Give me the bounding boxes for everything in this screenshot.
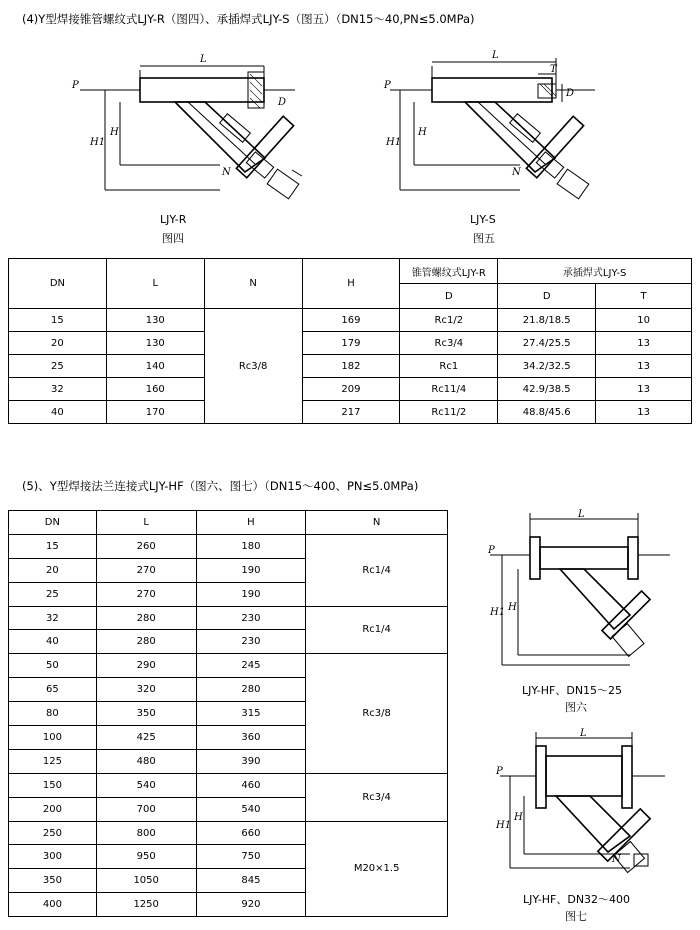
cell-dn: 350 bbox=[9, 869, 97, 893]
cell-h: 750 bbox=[196, 845, 306, 869]
fig4-n-label: N bbox=[222, 167, 231, 178]
cell-h: 280 bbox=[196, 678, 306, 702]
section5-title: (5)、Y型焊接法兰连接式LJY-HF（图六、图七）（DN15～400、PN≤5.0MPa) bbox=[22, 479, 419, 493]
table-row bbox=[9, 378, 692, 401]
fig5-l-label: L bbox=[492, 50, 499, 61]
fig5-d-label: D bbox=[566, 88, 575, 99]
header-d-s: D bbox=[498, 284, 596, 309]
cell-l: 290 bbox=[96, 654, 196, 678]
fig5-p-label: P bbox=[384, 80, 391, 91]
fig4-drawing bbox=[70, 40, 320, 210]
header-l: L bbox=[106, 259, 204, 309]
fig4-h-label: H bbox=[110, 127, 119, 138]
fig6-p-label: P bbox=[488, 545, 495, 556]
cell-l: 270 bbox=[96, 558, 196, 582]
fig7-model: LJY-HF、DN32～400 bbox=[523, 893, 631, 906]
header-dn: DN bbox=[9, 511, 97, 535]
header-t: T bbox=[596, 284, 692, 309]
table-row bbox=[9, 355, 692, 378]
cell-h: 230 bbox=[196, 606, 306, 630]
cell-h: 390 bbox=[196, 749, 306, 773]
cell-dn: 400 bbox=[9, 893, 97, 917]
cell-dn: 20 bbox=[9, 332, 107, 355]
fig7-h-label: H bbox=[514, 812, 523, 823]
header-dn: DN bbox=[9, 259, 107, 309]
fig4-h1-label: H1 bbox=[90, 137, 106, 148]
fig4-l-label: L bbox=[200, 54, 207, 65]
header-group-r: 锥管螺纹式LJY-R bbox=[400, 259, 498, 284]
cell-dn: 80 bbox=[9, 702, 97, 726]
cell-h: 209 bbox=[302, 378, 400, 401]
cell-l: 280 bbox=[96, 606, 196, 630]
cell-d-r: Rc3/4 bbox=[400, 332, 498, 355]
fig6-l-label: L bbox=[578, 509, 585, 520]
fig6-h1-label: H1 bbox=[490, 607, 506, 618]
cell-h: 845 bbox=[196, 869, 306, 893]
cell-n-shared: Rc3/8 bbox=[204, 309, 302, 424]
cell-l: 800 bbox=[96, 821, 196, 845]
cell-n-group: Rc3/8 bbox=[306, 654, 448, 773]
cell-d-s: 27.4/25.5 bbox=[498, 332, 596, 355]
cell-dn: 25 bbox=[9, 355, 107, 378]
cell-l: 280 bbox=[96, 630, 196, 654]
cell-dn: 32 bbox=[9, 378, 107, 401]
header-d-r: D bbox=[400, 284, 498, 309]
cell-dn: 50 bbox=[9, 654, 97, 678]
fig4-caption: 图四 bbox=[162, 232, 184, 245]
cell-h: 190 bbox=[196, 582, 306, 606]
fig5-caption: 图五 bbox=[473, 232, 495, 245]
header-l: L bbox=[96, 511, 196, 535]
cell-d-r: Rc1 bbox=[400, 355, 498, 378]
cell-t: 13 bbox=[596, 378, 692, 401]
cell-l: 540 bbox=[96, 773, 196, 797]
cell-l: 1050 bbox=[96, 869, 196, 893]
cell-dn: 250 bbox=[9, 821, 97, 845]
cell-l: 350 bbox=[96, 702, 196, 726]
table-row bbox=[9, 534, 448, 558]
header-group-s: 承插焊式LJY-S bbox=[498, 259, 692, 284]
fig6-h-label: H bbox=[508, 602, 517, 613]
cell-h: 190 bbox=[196, 558, 306, 582]
cell-l: 700 bbox=[96, 797, 196, 821]
table-row bbox=[9, 606, 448, 630]
cell-d-s: 48.8/45.6 bbox=[498, 401, 596, 424]
cell-h: 182 bbox=[302, 355, 400, 378]
fig5-t-label: T bbox=[550, 64, 557, 75]
cell-dn: 20 bbox=[9, 558, 97, 582]
fig7-caption: 图七 bbox=[565, 910, 587, 923]
cell-dn: 125 bbox=[9, 749, 97, 773]
cell-d-r: Rc1/2 bbox=[400, 309, 498, 332]
fig6-drawing bbox=[480, 505, 670, 680]
table-row bbox=[9, 773, 448, 797]
cell-h: 245 bbox=[196, 654, 306, 678]
fig5-model: LJY-S bbox=[470, 213, 496, 226]
table-row bbox=[9, 401, 692, 424]
fig5-h-label: H bbox=[418, 127, 427, 138]
cell-dn: 65 bbox=[9, 678, 97, 702]
section4-title: (4)Y型焊接锥管螺纹式LJY-R（图四）、承插焊式LJY-S（图五）（DN15～40,PN≤5.0MPa) bbox=[22, 12, 475, 26]
cell-l: 140 bbox=[106, 355, 204, 378]
fig7-n-label: N bbox=[612, 854, 621, 865]
cell-d-s: 42.9/38.5 bbox=[498, 378, 596, 401]
fig4-model: LJY-R bbox=[160, 213, 187, 226]
cell-dn: 32 bbox=[9, 606, 97, 630]
cell-h: 217 bbox=[302, 401, 400, 424]
cell-d-r: Rc11/4 bbox=[400, 378, 498, 401]
fig5-n-label: N bbox=[512, 167, 521, 178]
fig7-l-label: L bbox=[580, 728, 587, 739]
cell-h: 169 bbox=[302, 309, 400, 332]
header-n: N bbox=[204, 259, 302, 309]
cell-l: 425 bbox=[96, 726, 196, 750]
cell-dn: 15 bbox=[9, 309, 107, 332]
cell-d-s: 34.2/32.5 bbox=[498, 355, 596, 378]
cell-d-r: Rc11/2 bbox=[400, 401, 498, 424]
cell-h: 230 bbox=[196, 630, 306, 654]
cell-t: 10 bbox=[596, 309, 692, 332]
cell-n-group: Rc3/4 bbox=[306, 773, 448, 821]
cell-t: 13 bbox=[596, 355, 692, 378]
cell-dn: 100 bbox=[9, 726, 97, 750]
table-row bbox=[9, 654, 448, 678]
cell-dn: 300 bbox=[9, 845, 97, 869]
fig6-model: LJY-HF、DN15～25 bbox=[522, 684, 623, 697]
fig7-h1-label: H1 bbox=[496, 820, 512, 831]
fig5-h1-label: H1 bbox=[386, 137, 402, 148]
cell-h: 540 bbox=[196, 797, 306, 821]
cell-l: 130 bbox=[106, 332, 204, 355]
header-n: N bbox=[306, 511, 448, 535]
cell-n-group: Rc1/4 bbox=[306, 606, 448, 654]
fig7-p-label: P bbox=[496, 766, 503, 777]
fig4-d-label: D bbox=[278, 97, 287, 108]
header-h: H bbox=[302, 259, 400, 309]
cell-l: 170 bbox=[106, 401, 204, 424]
table-ljy-r-s bbox=[8, 258, 692, 424]
cell-dn: 40 bbox=[9, 630, 97, 654]
cell-l: 480 bbox=[96, 749, 196, 773]
cell-l: 1250 bbox=[96, 893, 196, 917]
cell-l: 320 bbox=[96, 678, 196, 702]
table-ljy-hf bbox=[8, 510, 448, 917]
table-row bbox=[9, 309, 692, 332]
cell-t: 13 bbox=[596, 332, 692, 355]
cell-dn: 25 bbox=[9, 582, 97, 606]
cell-n-group: Rc1/4 bbox=[306, 534, 448, 606]
cell-h: 460 bbox=[196, 773, 306, 797]
fig6-caption: 图六 bbox=[565, 701, 587, 714]
fig7-drawing bbox=[490, 728, 680, 888]
cell-l: 270 bbox=[96, 582, 196, 606]
cell-h: 660 bbox=[196, 821, 306, 845]
fig4-p-label: P bbox=[72, 80, 79, 91]
cell-h: 920 bbox=[196, 893, 306, 917]
cell-d-s: 21.8/18.5 bbox=[498, 309, 596, 332]
cell-l: 160 bbox=[106, 378, 204, 401]
cell-dn: 200 bbox=[9, 797, 97, 821]
cell-l: 260 bbox=[96, 534, 196, 558]
fig5-drawing bbox=[380, 40, 630, 210]
header-h: H bbox=[196, 511, 306, 535]
table-row bbox=[9, 332, 692, 355]
cell-h: 179 bbox=[302, 332, 400, 355]
cell-dn: 40 bbox=[9, 401, 107, 424]
cell-l: 130 bbox=[106, 309, 204, 332]
cell-h: 315 bbox=[196, 702, 306, 726]
cell-n-group: M20×1.5 bbox=[306, 821, 448, 917]
cell-dn: 150 bbox=[9, 773, 97, 797]
cell-t: 13 bbox=[596, 401, 692, 424]
cell-h: 360 bbox=[196, 726, 306, 750]
cell-l: 950 bbox=[96, 845, 196, 869]
table-row bbox=[9, 821, 448, 845]
cell-h: 180 bbox=[196, 534, 306, 558]
cell-dn: 15 bbox=[9, 534, 97, 558]
